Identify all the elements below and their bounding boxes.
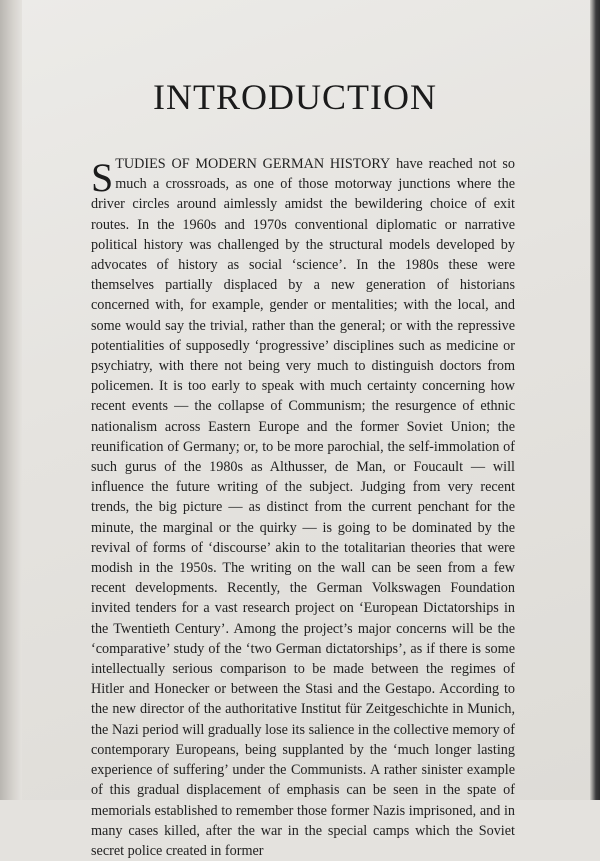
spine-shadow xyxy=(0,0,22,800)
body-paragraph xyxy=(91,154,515,861)
opening-small-caps-2: GERMAN HISTORY xyxy=(262,156,391,172)
drop-cap: S xyxy=(91,155,114,200)
page-edge xyxy=(590,0,600,800)
paragraph-text: have reached not so much a crossroads, as one of those motorway junctions where the driver circles around aimlessly amidst the bewildering choice of exit routes. In the 1960s and 1970s conventional diplomatic or narrative political history was challenged by the structural models developed by advocates of history as social ‘science’. In the 1980s these were themselves partially displaced by a new generation of historians concerned with, for example, gender or mentalities; with the local, and some would say the trivial, rather than the general; or with the repressive potentialities of supposedly ‘progressive’ disciplines such as medicine or psychiatry, with there not being very much to distinguish doctors from policemen. It is too early to speak with much certainty concerning how recent events — the collapse of Communism; the resurgence of ethnic nationalism across Eastern Europe and the former Soviet Union; the reunification of Germany; or, to be more parochial, the self-immolation of such gurus of the 1980s as Althusser, de Man, or Foucault — will influence the future writing of the subject. Judging from very recent trends, the big picture — as distinct from the current penchant for the minute, the marginal or the quirky — is going to be dominated by the revival of forms of ‘discourse’ akin to the totalitarian theories that were modish in the 1950s. The writing on the wall can be seen from a few recent developments. Recently, the German Volkswagen Foundation invited tenders for a vast research project on ‘European Dictatorships in the Twentieth Century’. Among the project’s major concerns will be the ‘comparative’ study of the ‘two German dictatorships’, as if there is some intellectually serious comparison to be made between the regimes of Hitler and Honecker or between the Stasi and the Gestapo. According to the new director of the authoritative Institut für Zeitgeschichte in Munich, the Nazi period will gradually lose its salience in the collective memory of contemporary Europeans, being supplanted by the ‘much longer lasting experience of suffering’ under the Communists. A rather sinister example of this gradual displacement of emphasis can be seen in the spate of memorials established to remember those former Nazis imprisoned, and in many cases killed, after the war in the special camps which the Soviet secret police created in former xyxy=(91,156,515,859)
chapter-heading: INTRODUCTION xyxy=(153,77,437,117)
opening-small-caps: TUDIES OF MODERN xyxy=(115,156,257,172)
